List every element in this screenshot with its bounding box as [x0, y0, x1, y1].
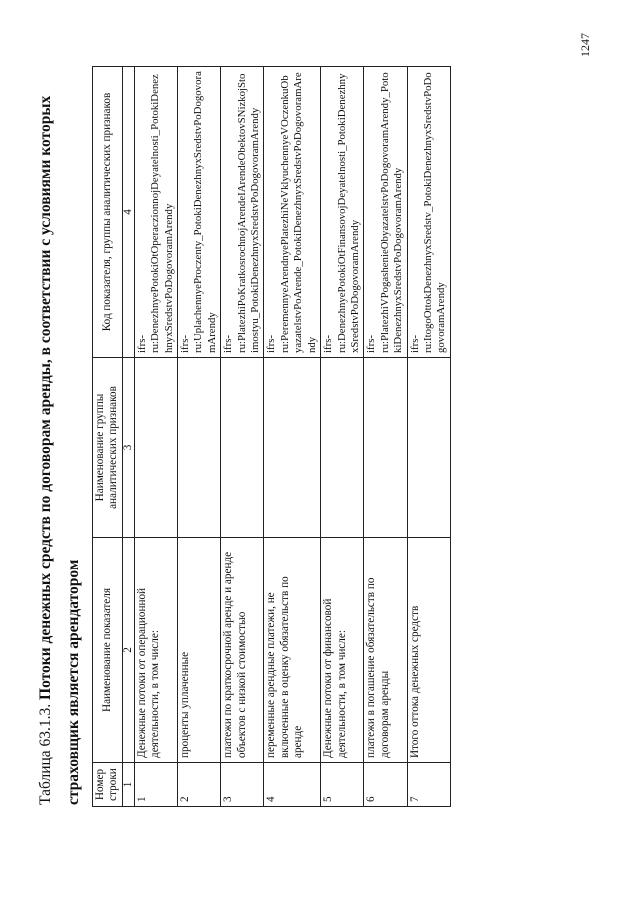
group-name: [407, 358, 450, 538]
column-number: 4: [122, 67, 134, 358]
row-number: 4: [264, 763, 321, 807]
indicator-name: платежи в погашение обязательств по договорам аренды: [364, 538, 407, 763]
column-number-row: [122, 67, 134, 807]
header-code: Код показателя, группы аналитических признаков: [93, 67, 123, 358]
group-name: [321, 358, 364, 538]
table-row: [178, 67, 221, 807]
row-number: 6: [364, 763, 407, 807]
indicator-code: ifrs-ru:UplachennyeProczenty_PotokiDenezhnyxSredstvPoDogovoramArendy: [178, 67, 221, 358]
group-name: [364, 358, 407, 538]
group-name: [221, 358, 264, 538]
row-number: 1: [134, 763, 177, 807]
group-name: [178, 358, 221, 538]
table-row: [264, 67, 321, 807]
indicator-name: Денежные потоки от операционной деятельности, в том числе:: [134, 538, 177, 763]
row-number: 7: [407, 763, 450, 807]
indicator-code: ifrs-ru:DenezhnyePotokiOtFinansovojDeyatelnosti_PotokiDenezhnyxSredstvPoDogovoramArendy: [321, 67, 364, 358]
page-number: 1247: [578, 33, 592, 57]
column-number: 1: [122, 763, 134, 807]
table-row: [134, 67, 177, 807]
header-row-number: Номер строки: [93, 763, 123, 807]
group-name: [134, 358, 177, 538]
group-name: [264, 358, 321, 538]
table-row: [321, 67, 364, 807]
header-row: [93, 67, 123, 807]
indicator-code: ifrs-ru:PlatezhiVPogashenieObyazatelstvPoDogovoramArendy_PotokiDenezhnyxSredstvPoDogovoramArendy: [364, 67, 407, 358]
indicator-name: Итого оттока денежных средств: [407, 538, 450, 763]
row-number: 5: [321, 763, 364, 807]
caption-title: Потоки денежных средств по договорам аренды, в соответствии с условиями которых страховщик является арендатором: [37, 95, 82, 805]
header-group-name: Наименование группы аналитических признаков: [93, 358, 123, 538]
table-row: [364, 67, 407, 807]
data-table: [92, 66, 451, 807]
column-number: 3: [122, 358, 134, 538]
column-number: 2: [122, 538, 134, 763]
table-row: [221, 67, 264, 807]
indicator-code: ifrs-ru:ItogoOttokDenezhnyxSredstv_PotokiDenezhnyxSredstvPoDogovoramArendy: [407, 67, 450, 358]
row-number: 2: [178, 763, 221, 807]
indicator-name: проценты уплаченные: [178, 538, 221, 763]
indicator-name: переменные арендные платежи, не включенные в оценку обязательств по аренде: [264, 538, 321, 763]
row-number: 3: [221, 763, 264, 807]
indicator-code: ifrs-ru:DenezhnyePotokiOtOperaczionnojDeyatelnosti_PotokiDenezhnyxSredstvPoDogovoramArendy: [134, 67, 177, 358]
table-row: [407, 67, 450, 807]
indicator-name: платежи по краткосрочной аренде и аренде объектов с низкой стоимостью: [221, 538, 264, 763]
header-indicator-name: Наименование показателя: [93, 538, 123, 763]
indicator-code: ifrs-ru:PlatezhiPoKratkosrochnojArendeIArendeObektovSNizkojStoimostyu_PotokiDenezhnyxSredstvPoDogovoramArendy: [221, 67, 264, 358]
caption-prefix: Таблица 63.1.3.: [37, 699, 54, 805]
indicator-code: ifrs-ru:PeremennyeArendnyePlatezhiNeVklyuchennyeVOczenkuObyazatelstvPoArende_PotokiDenezhnyxSredstvPoDogovoramArendy: [264, 67, 321, 358]
table-caption: [32, 45, 88, 805]
indicator-name: Денежные потоки от финансовой деятельности, в том числе:: [321, 538, 364, 763]
